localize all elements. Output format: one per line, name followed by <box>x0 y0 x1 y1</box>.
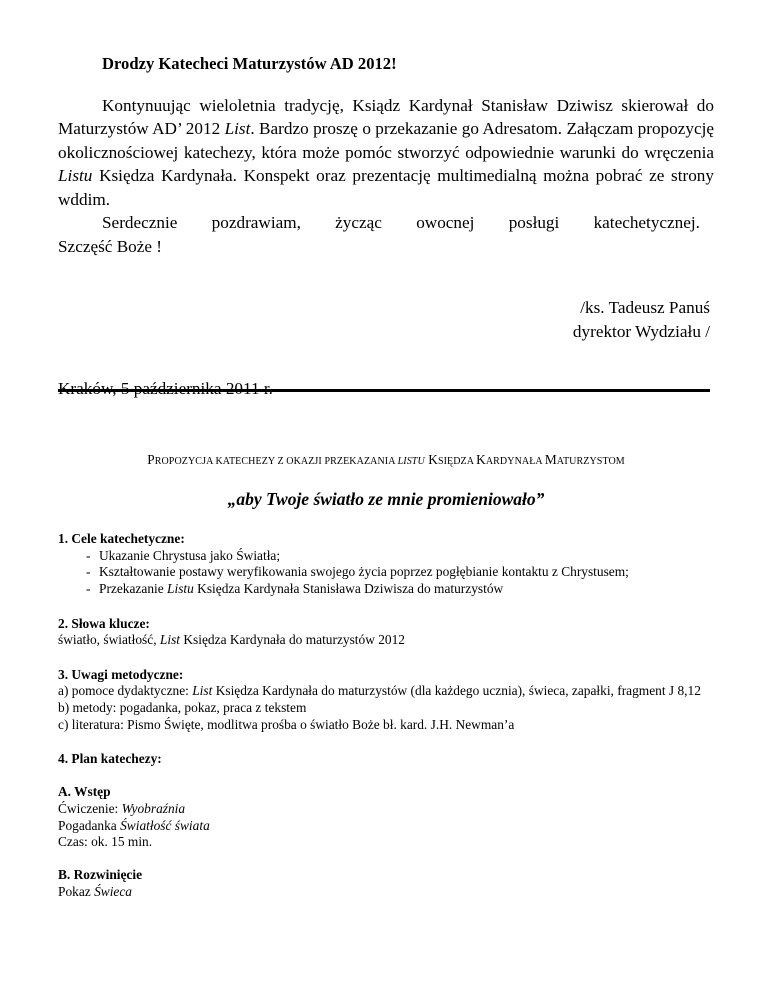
closing-word: pozdrawiam, <box>211 213 301 232</box>
section-goals <box>58 531 714 597</box>
subsection-title: A. Wstęp <box>58 784 111 800</box>
proposal-heading: PROPOZYCJA KATECHEZY Z OKAZJI PRZEKAZANIA LISTU KSIĘDZA KARDYNAŁA MATURZYSTOM <box>147 452 625 467</box>
para-text: . Bardzo proszę o przekazanie go Adresatom. Załączam propozycję okolicznościowej katechezy, która może pomóc stworzyć odpowiednie warunki do wręczenia <box>58 119 714 162</box>
letter-paragraph <box>58 94 714 212</box>
horizontal-divider <box>58 389 710 392</box>
method-literature: c) literatura: Pismo Święte, modlitwa prośba o światło Boże bł. kard. J.H. Newman’a <box>58 716 515 732</box>
list-item: - Ukazanie Chrystusa jako Światła; <box>58 548 714 565</box>
plan-line: Pogadanka Światłość świata <box>58 817 210 833</box>
plan-line: Pokaz Świeca <box>58 883 133 899</box>
para-emph-list: Listu <box>58 166 93 185</box>
closing-greeting <box>58 211 714 235</box>
section-methodology <box>58 667 714 733</box>
section-plan <box>58 751 714 900</box>
motto-title: „aby Twoje światło ze mnie promieniowało” <box>227 488 545 509</box>
section-title: 2. Słowa klucze: <box>58 615 150 631</box>
signature-block <box>58 296 714 343</box>
para-text: Księdza Kardynała. Konspekt oraz prezentację multimedialną można pobrać ze strony wddim. <box>58 166 714 209</box>
section-title: 3. Uwagi metodyczne: <box>58 666 184 682</box>
list-item: - Przekazanie Listu Księdza Kardynała Stanisława Dziwisza do maturzystów <box>58 581 714 598</box>
section-title: 4. Plan katechezy: <box>58 751 162 767</box>
closing-word: życząc <box>335 213 382 232</box>
closing-word: posługi <box>508 213 560 232</box>
keywords-text: światło, światłość, List Księdza Kardynała do maturzystów 2012 <box>58 632 406 648</box>
cover-letter <box>58 52 714 401</box>
catechesis-proposal <box>58 452 714 900</box>
method-methods: b) metody: pogadanka, pokaz, praca z tekstem <box>58 699 307 715</box>
closing-word: katechetycznej. <box>593 213 700 232</box>
closing-word: owocnej <box>416 213 475 232</box>
method-aids: a) pomoce dydaktyczne: List Księdza Kardynała do maturzystów (dla każdego ucznia), świeca, zapałki, fragment J 8,12 <box>58 683 701 699</box>
plan-line: Czas: ok. 15 min. <box>58 834 153 850</box>
signature-title: dyrektor Wydziału / <box>572 321 710 341</box>
section-keywords <box>58 616 714 649</box>
para-text: Kontynuując wieloletnia tradycję, Ksiądz Kardynał Stanisław Dziwisz skierował do Maturzystów AD’ 2012 <box>58 95 714 138</box>
plan-line: Ćwiczenie: Wyobraźnia <box>58 800 186 816</box>
subsection-title: B. Rozwinięcie <box>58 867 143 883</box>
goals-list <box>58 548 714 598</box>
blessing: Szczęść Boże ! <box>58 236 163 256</box>
closing-word: Serdecznie <box>102 213 178 232</box>
para-emph-list: List <box>224 119 251 138</box>
signature-name: /ks. Tadeusz Panuś <box>580 298 710 317</box>
greeting: Drodzy Katecheci Maturzystów AD 2012! <box>102 54 397 73</box>
list-item: - Kształtowanie postawy weryfikowania swojego życia poprzez pogłębianie kontaktu z Chrystusem; <box>58 564 714 581</box>
section-title: 1. Cele katechetyczne: <box>58 531 185 547</box>
